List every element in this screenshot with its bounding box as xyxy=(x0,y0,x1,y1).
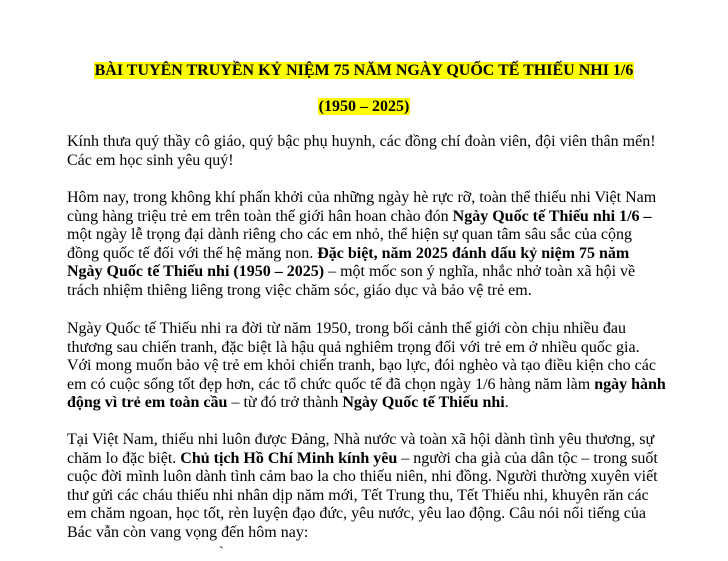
intro-bold-1: Ngày Quốc tế Thiếu nhi 1/6 – xyxy=(452,207,652,225)
vietnam-text-1: Tại Việt Nam, thiếu nhi luôn được Đảng, Nhà nước và toàn xã hội dành tình yêu thương, sự chăm lo đặc biệt. xyxy=(67,431,655,467)
document-title: BÀI TUYÊN TRUYỀN KỶ NIỆM 75 NĂM NGÀY QUỐC TẾ THIẾU NHI 1/6 xyxy=(94,62,634,79)
greeting-paragraph: Kính thưa quý thầy cô giáo, quý bậc phụ huynh, các đồng chí đoàn viên, đội viên thân mến! Các em học sinh yêu quý! xyxy=(67,133,656,169)
trailing-mark: ` xyxy=(219,545,224,560)
history-text-2: – từ đó trở thành xyxy=(227,394,343,412)
document-title-line xyxy=(0,61,728,81)
document-subtitle-line xyxy=(0,97,728,117)
intro-text-2: một ngày lễ trọng đại dành riêng cho các em nhỏ, thể hiện sự quan tâm sâu sắc của cộng đồng quốc tế đối với thế hệ măng non. xyxy=(67,226,632,262)
history-text-3: . xyxy=(504,394,509,412)
intro-paragraph xyxy=(67,189,667,301)
intro-text-1: Hôm nay, trong không khí phấn khởi của những ngày hè rực rỡ, toàn thể thiếu nhi Việt Nam cùng hàng triệu trẻ em trên toàn thế giới hân hoan chào đón xyxy=(67,189,657,225)
history-paragraph xyxy=(67,320,667,413)
intro-text-3: – một mốc son ý nghĩa, nhắc nhở toàn xã hội về trách nhiệm thiêng liêng trong việc chăm sóc, giáo dục và bảo vệ trẻ em. xyxy=(67,263,636,299)
intro-bold-2: Đặc biệt, năm 2025 đánh dấu kỷ niệm 75 năm Ngày Quốc tế Thiếu nhi (1950 – 2025) xyxy=(67,244,630,281)
history-bold-1: ngày hành động vì trẻ em toàn cầu xyxy=(67,375,666,412)
history-text-1: Ngày Quốc tế Thiếu nhi ra đời từ năm 1950, trong bối cảnh thế giới còn chịu nhiều đau thương sau chiến tranh, đặc biệt là hậu quả nghiêm trọng đối với trẻ em ở nhiều quốc gia. Với mong muốn bảo vệ trẻ em khỏi chiến tranh, bạo lực, đói nghèo và tạo điều kiện cho các em có cuộc sống tốt đẹp hơn, các tổ chức quốc tế đã chọn ngày 1/6 hàng năm làm xyxy=(67,320,656,393)
vietnam-bold-1: Chủ tịch Hồ Chí Minh kính yêu xyxy=(180,449,398,467)
history-bold-2: Ngày Quốc tế Thiếu nhi xyxy=(342,394,505,412)
vietnam-paragraph xyxy=(67,431,667,543)
vietnam-text-2: – người cha già của dân tộc – trong suốt cuộc đời mình luôn dành tình cảm bao la cho thiếu niên, nhi đồng. Người thường xuyên viết thư gửi các cháu thiếu nhi nhân dịp năm mới, Tết Trung thu, Tết Thiếu nhi, khuyên răn các em chăm ngoan, học tốt, rèn luyện đạo đức, yêu nước, yêu lao động. Câu nói nổi tiếng của Bác vẫn còn vang vọng đến hôm nay: xyxy=(67,449,658,541)
document-subtitle: (1950 – 2025) xyxy=(318,98,410,115)
